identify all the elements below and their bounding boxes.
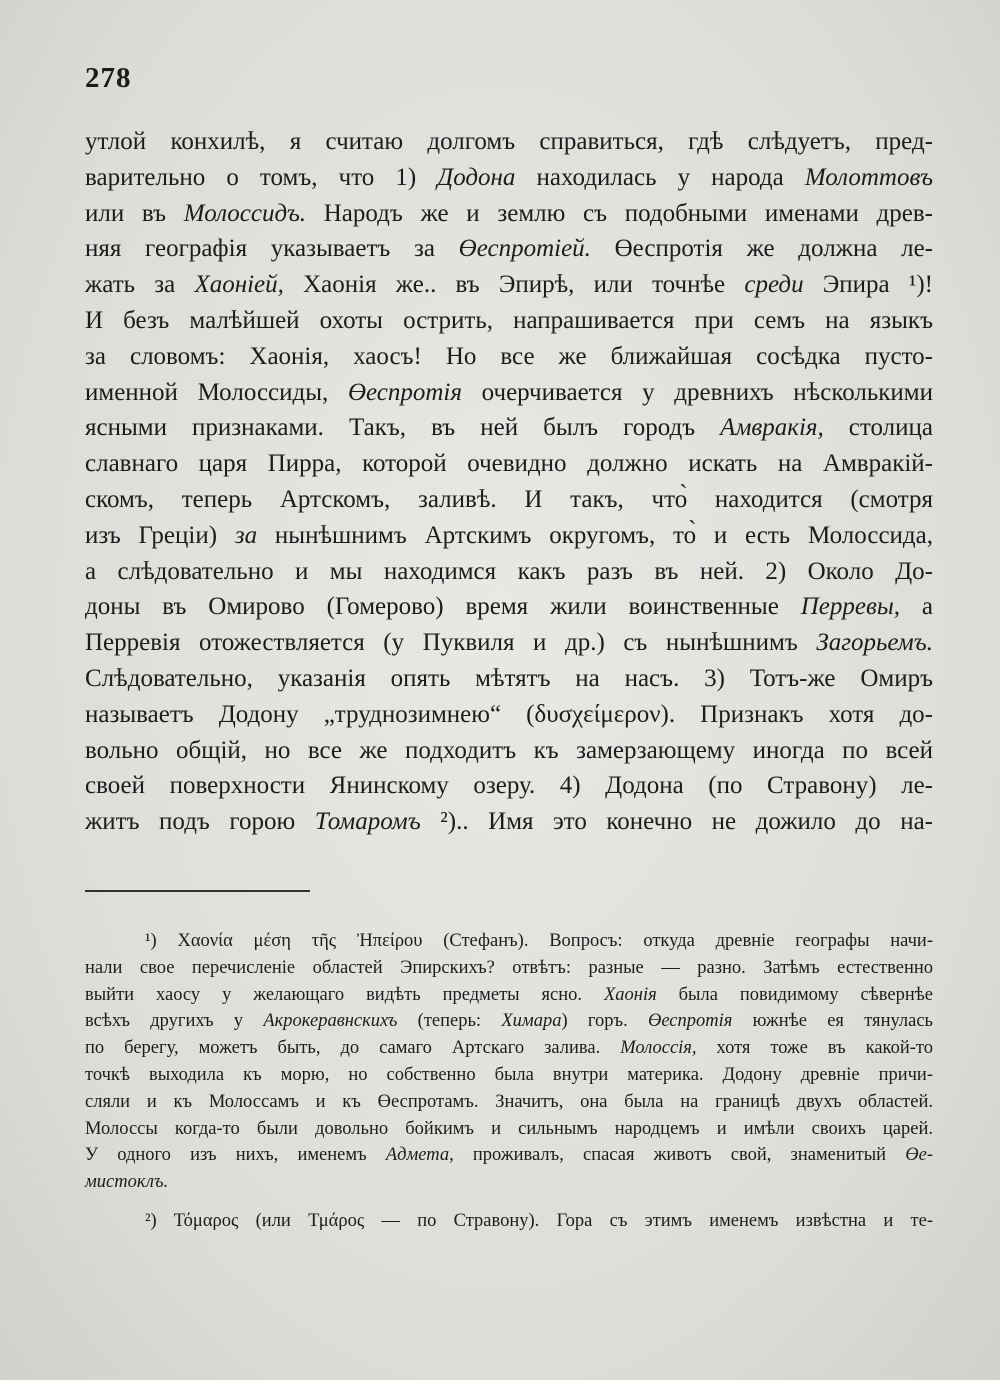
footnote-line: [85, 1035, 933, 1062]
footnote-gap: [85, 1196, 933, 1208]
italic-term: Өе-: [905, 1145, 933, 1166]
italic-term: Амвракія,: [720, 414, 824, 442]
text-run: (теперь:: [397, 1011, 502, 1032]
text-run: хотя тоже въ какой-то: [696, 1038, 933, 1059]
italic-term: за: [234, 521, 258, 549]
text-line: [85, 733, 933, 769]
text-run: столица: [823, 414, 933, 442]
text-run: Слѣдовательно, указанія опять мѣтятъ на насъ. 3) Тотъ-же Омиръ: [85, 664, 933, 692]
text-line: [85, 196, 933, 232]
text-run: И безъ малѣйшей охоты острить, напрашивается при семъ на языкъ: [85, 306, 933, 334]
text-run: славнаго царя Пирра, которой очевидно должно искать на Амвракій-: [85, 450, 933, 478]
text-run: вольно общій, но все же подходитъ къ замерзающему иногда по всей: [85, 736, 933, 764]
italic-term: среди: [744, 271, 804, 299]
text-line: [85, 124, 933, 160]
italic-term: мистоклъ.: [85, 1172, 169, 1193]
text-run: нали свое перечисленіе областей Эпирскихъ? отвѣтъ: разные — разно. Затѣмъ естественно: [85, 957, 933, 978]
text-run: ²).. Имя это конечно не дожило до на-: [420, 808, 933, 836]
footnote-line: [85, 1008, 933, 1035]
text-run: сляли и къ Молоссамъ и къ Өеспротамъ. Значитъ, она была на границѣ двухъ областей.: [85, 1091, 933, 1112]
text-run: всѣхъ другихъ у: [85, 1011, 264, 1032]
text-run: своей поверхности Янинскому озеру. 4) Додона (по Стравону) ле-: [85, 772, 933, 800]
text-line: [85, 589, 933, 625]
text-line: [85, 267, 933, 303]
italic-term: Молоссидъ.: [183, 199, 307, 227]
page-number: 278: [85, 62, 132, 94]
italic-term: Молоссія,: [620, 1038, 697, 1059]
text-run: проживалъ, спасая животъ свой, знаменитый: [453, 1145, 906, 1166]
text-run: очерчивается у древнихъ нѣсколькими: [462, 378, 933, 406]
main-text: [85, 124, 933, 840]
italic-term: Загорьемъ.: [816, 629, 933, 657]
italic-term: Өеспротія: [347, 378, 462, 406]
text-run: житъ подъ горою: [85, 808, 315, 836]
footnote-line: [85, 955, 933, 982]
footnote-line: [85, 1116, 933, 1143]
footnote-separator: [85, 890, 310, 892]
text-line: [85, 339, 933, 375]
text-line: [85, 625, 933, 661]
footnote-line: [85, 1169, 933, 1196]
italic-term: Өеспротія: [647, 1011, 733, 1032]
footnote-line: [85, 1089, 933, 1116]
text-run: находилась у народа: [515, 163, 805, 191]
text-line: [85, 231, 933, 267]
text-run: ясными признаками. Такъ, въ ней былъ городъ: [85, 414, 721, 442]
italic-term: Перревы,: [800, 593, 900, 621]
text-run: а слѣдовательно и мы находимся какъ разъ въ ней. 2) Около До-: [85, 557, 933, 585]
text-run: Өеспротія же должна ле-: [590, 235, 933, 263]
text-run: доны въ Омирово (Гомерово) время жили воинственные: [85, 593, 801, 621]
footnote-line: [85, 1062, 933, 1089]
text-run: именной Молоссиды,: [85, 378, 348, 406]
text-run: выйти хаосу у желающаго видѣть предметы ясно.: [85, 984, 604, 1005]
text-run: ²) Τόμαρος (или Τμάρος — по Стравону). Гора съ этимъ именемъ извѣстна и те-: [145, 1210, 933, 1231]
text-run: ) горъ.: [561, 1011, 648, 1032]
italic-term: Акрокеравнскихъ: [263, 1011, 398, 1032]
italic-term: Томаромъ: [314, 808, 421, 836]
text-line: [85, 375, 933, 411]
text-run: по берегу, можетъ быть, до самаго Артскаго залива.: [85, 1038, 621, 1059]
text-run: Молоссы когда-то были довольно бойкимъ и сильнымъ народцемъ и имѣли своихъ царей.: [85, 1118, 933, 1139]
text-run: Народъ же и землю съ подобными именами древ-: [306, 199, 933, 227]
text-line: [85, 518, 933, 554]
italic-term: Химара: [501, 1011, 562, 1032]
footnote-line: [85, 1142, 933, 1169]
text-run: У одного изъ нихъ, именемъ: [85, 1145, 386, 1166]
italic-term: Өеспротіей.: [458, 235, 591, 263]
text-run: жать за: [85, 271, 195, 299]
italic-term: Молоттовъ: [804, 163, 933, 191]
text-line: [85, 410, 933, 446]
text-run: няя географія указываетъ за: [85, 235, 459, 263]
text-run: скомъ, теперь Артскомъ, заливѣ. И такъ, что̀ находится (смотря: [85, 485, 933, 513]
text-run: а: [900, 593, 933, 621]
footnote-line: [85, 1208, 933, 1235]
text-run: варительно о томъ, что 1): [85, 163, 438, 191]
text-run: нынѣшнимъ Артскимъ округомъ, то̀ и есть Молоссида,: [257, 521, 933, 549]
text-line: [85, 446, 933, 482]
text-line: [85, 804, 933, 840]
text-run: утлой конхилѣ, я считаю долгомъ справиться, гдѣ слѣдуетъ, пред-: [85, 128, 933, 155]
text-run: точкѣ выходила къ морю, но собственно была внутри материка. Додону древніе причи-: [85, 1064, 933, 1085]
text-run: или въ: [85, 199, 184, 227]
footnote-line: [85, 982, 933, 1009]
italic-term: Додона: [437, 163, 516, 191]
italic-term: Адмета,: [385, 1145, 454, 1166]
text-run: ¹) Χαονία μέση τῆς Ἠπείρου (Стефанъ). Вопросъ: откуда древніе географы начи-: [145, 931, 933, 951]
text-line: [85, 160, 933, 196]
italic-term: Хаонія: [603, 984, 657, 1005]
text-line: [85, 768, 933, 804]
footnotes: [85, 928, 933, 1235]
text-line: [85, 697, 933, 733]
text-run: Эпира ¹)!: [803, 271, 933, 299]
text-run: Перревія отожествляется (у Пуквиля и др.) съ нынѣшнимъ: [85, 629, 817, 657]
text-line: [85, 482, 933, 518]
text-line: [85, 661, 933, 697]
text-line: [85, 554, 933, 590]
text-run: была повидимому сѣвернѣе: [656, 984, 933, 1005]
text-run: за словомъ: Хаонія, хаосъ! Но все же ближайшая сосѣдка пусто-: [85, 342, 933, 370]
text-run: изъ Греціи): [85, 521, 235, 549]
italic-term: Хаоніей,: [194, 271, 284, 299]
text-run: называетъ Додону „труднозимнею“ (δυσχείμερον). Признакъ хотя до-: [85, 700, 933, 728]
footnote-line: [85, 928, 933, 955]
text-line: [85, 303, 933, 339]
text-run: южнѣе ея тянулась: [732, 1011, 933, 1032]
text-run: Хаонія же.. въ Эпирѣ, или точнѣе: [283, 271, 745, 299]
